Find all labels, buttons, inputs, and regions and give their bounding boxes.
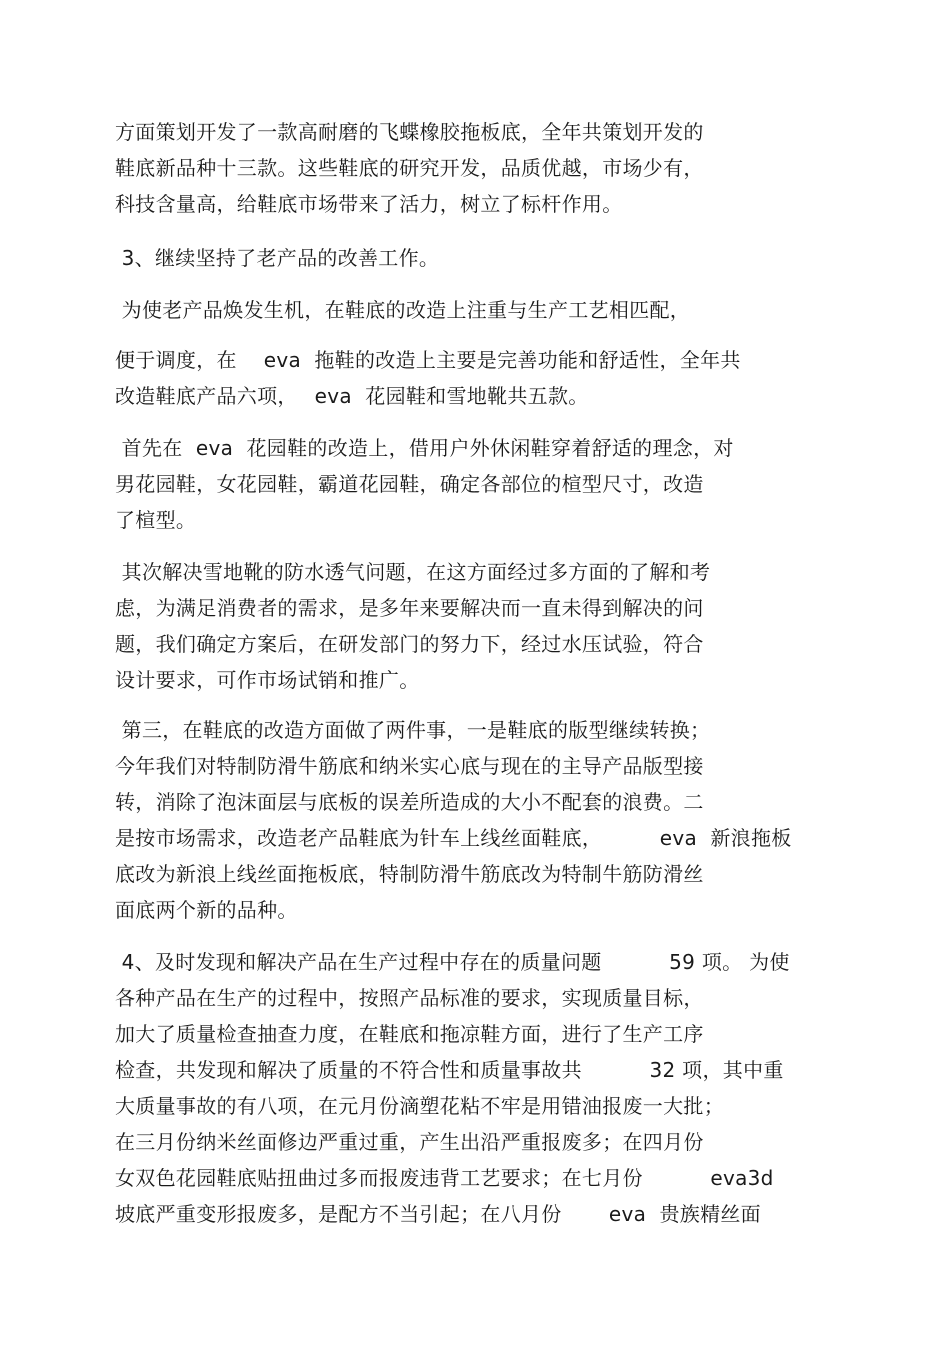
text-line: 首先在 eva 花园鞋的改造上，借用户外休闲鞋穿着舒适的理念，对 bbox=[115, 436, 734, 460]
text-line: 男花园鞋，女花园鞋，霸道花园鞋，确定各部位的楦型尺寸，改造 bbox=[115, 472, 704, 496]
text-line: 其次解决雪地靴的防水透气问题，在这方面经过多方面的了解和考 bbox=[115, 560, 711, 584]
text-line: 第三，在鞋底的改造方面做了两件事，一是鞋底的版型继续转换； bbox=[115, 718, 711, 742]
text-line: 加大了质量检查抽查力度，在鞋底和拖凉鞋方面，进行了生产工序 bbox=[115, 1022, 704, 1046]
text-line: 面底两个新的品种。 bbox=[115, 898, 298, 922]
text-line: 各种产品在生产的过程中，按照产品标准的要求，实现质量目标， bbox=[115, 986, 704, 1010]
text-line: 大质量事故的有八项，在元月份滴塑花粘不牢是用错油报废一大批； bbox=[115, 1094, 724, 1118]
text-line: 改造鞋底产品六项， eva 花园鞋和雪地靴共五款。 bbox=[115, 384, 589, 408]
text-line: 方面策划开发了一款高耐磨的飞蝶橡胶拖板底，全年共策划开发的 bbox=[115, 120, 704, 144]
text-line: 鞋底新品种十三款。这些鞋底的研究开发，品质优越，市场少有， bbox=[115, 156, 704, 180]
section-heading: 3、继续坚持了老产品的改善工作。 bbox=[115, 246, 440, 270]
text-line: 今年我们对特制防滑牛筋底和纳米实心底与现在的主导产品版型接 bbox=[115, 754, 704, 778]
text-line: 了楦型。 bbox=[115, 508, 197, 532]
text-line: 女双色花园鞋底贴扭曲过多而报废违背工艺要求；在七月份 eva3d bbox=[115, 1166, 774, 1190]
text-line: 检查，共发现和解决了质量的不符合性和质量事故共 32 项，其中重 bbox=[115, 1058, 784, 1082]
text-line: 为使老产品焕发生机，在鞋底的改造上注重与生产工艺相匹配， bbox=[115, 298, 691, 322]
text-line: 虑，为满足消费者的需求，是多年来要解决而一直未得到解决的问 bbox=[115, 596, 704, 620]
text-line: 是按市场需求，改造老产品鞋底为针车上线丝面鞋底， eva 新浪拖板 bbox=[115, 826, 792, 850]
text-line: 科技含量高，给鞋底市场带来了活力，树立了标杆作用。 bbox=[115, 192, 623, 216]
text-line: 便于调度，在 eva 拖鞋的改造上主要是完善功能和舒适性，全年共 bbox=[115, 348, 741, 372]
text-line: 坡底严重变形报废多，是配方不当引起；在八月份 eva 贵族精丝面 bbox=[115, 1202, 761, 1226]
section-heading: 4、及时发现和解决产品在生产过程中存在的质量问题 59 项。 为使 bbox=[115, 950, 790, 974]
text-line: 题，我们确定方案后，在研发部门的努力下，经过水压试验，符合 bbox=[115, 632, 704, 656]
text-line: 底改为新浪上线丝面拖板底，特制防滑牛筋底改为特制牛筋防滑丝 bbox=[115, 862, 704, 886]
text-line: 设计要求，可作市场试销和推广。 bbox=[115, 668, 420, 692]
text-line: 转，消除了泡沫面层与底板的误差所造成的大小不配套的浪费。二 bbox=[115, 790, 704, 814]
text-line: 在三月份纳米丝面修边严重过重，产生出沿严重报废多；在四月份 bbox=[115, 1130, 704, 1154]
